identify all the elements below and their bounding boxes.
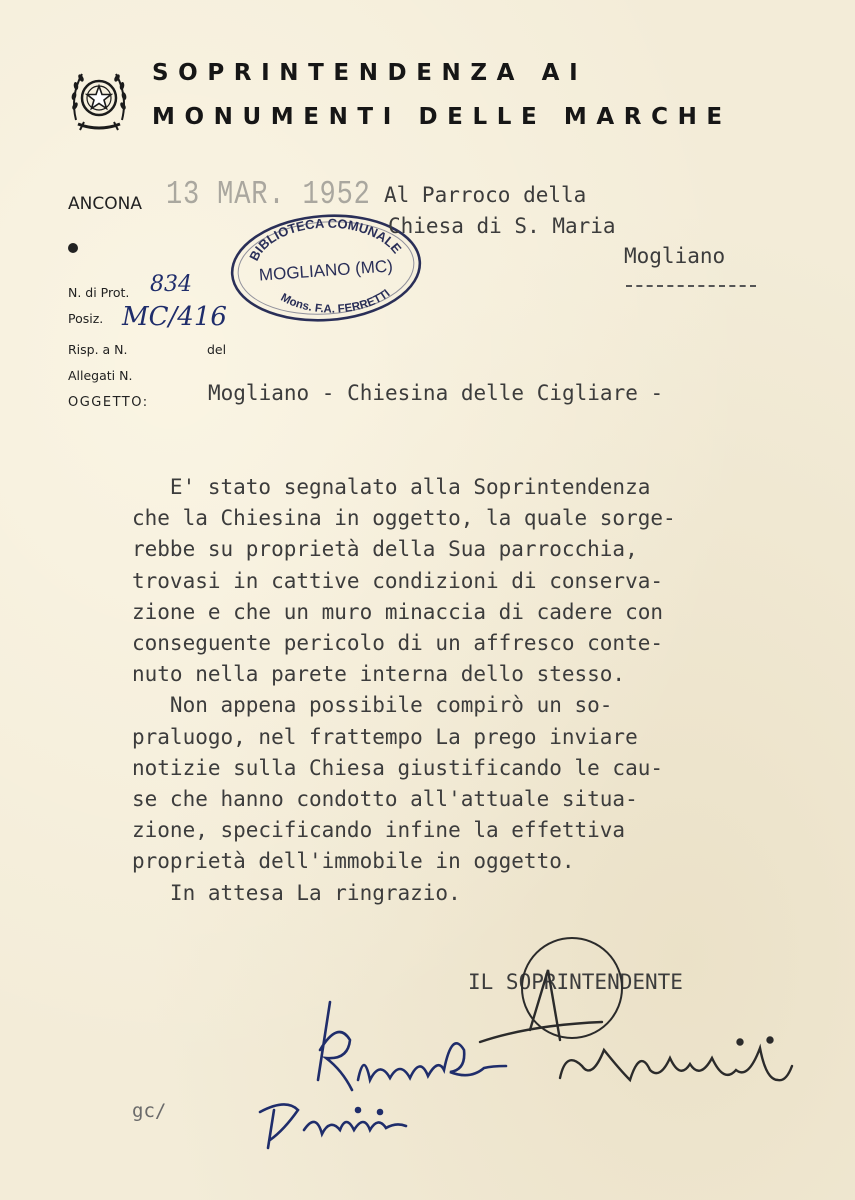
- signature-blue: [260, 1002, 506, 1148]
- attachments-label: Allegati N.: [68, 368, 133, 383]
- body-line: notizie sulla Chiesa giustificando le cau-: [132, 755, 664, 780]
- body-line: proprietà dell'immobile in oggetto.: [132, 849, 575, 874]
- body-line: nuto nella parete interna dello stesso.: [132, 662, 626, 687]
- body-line: praluogo, nel frattempo La prego inviare: [132, 724, 638, 749]
- place-label: ANCONA: [68, 194, 142, 214]
- signer-title: IL SOPRINTENDENTE: [468, 970, 683, 994]
- subject-label: OGGETTO:: [68, 395, 149, 410]
- subject-text: Mogliano - Chiesina delle Cigliare -: [208, 381, 664, 405]
- body-line: conseguente pericolo di un affresco conte-: [132, 631, 664, 655]
- library-stamp-center: MOGLIANO (MC): [258, 256, 394, 285]
- body-line: zione, specificando infine la effettiva: [132, 818, 626, 843]
- addressee-underline: [626, 285, 756, 287]
- addressee-line-2: Chiesa di S. Maria: [388, 214, 616, 238]
- punch-hole-dot: [68, 243, 78, 253]
- body-line: zione e che un muro minaccia di cadere con: [132, 599, 664, 624]
- body-line: Non appena possibile compirò un so-: [132, 693, 613, 718]
- reply-to-label: Risp. a N.: [68, 342, 128, 357]
- republic-emblem-icon: [66, 60, 132, 136]
- body-line: se che hanno condotto all'attuale situa-: [132, 787, 638, 811]
- body-line: trovasi in cattive condizioni di conserva-: [132, 568, 664, 593]
- signature-black: [480, 938, 792, 1080]
- signatures: [230, 930, 820, 1160]
- addressee-line-1: Al Parroco della: [384, 183, 587, 207]
- position-value: MC/416: [122, 302, 227, 332]
- body-line: In attesa La ringrazio.: [132, 880, 461, 905]
- svg-text:Mons. F.A. FERRETTI: [279, 288, 393, 316]
- body-line: E' stato segnalato alla Soprintendenza: [132, 475, 651, 499]
- addressee-line-3: Mogliano: [624, 244, 726, 268]
- library-stamp-top: BIBLIOTECA COMUNALE: [246, 215, 405, 264]
- date-stamp: 13 MAR. 1952: [166, 176, 371, 213]
- position-label: Posiz.: [68, 311, 104, 326]
- protocol-number-label: N. di Prot.: [68, 285, 130, 300]
- protocol-number-value: 834: [150, 272, 192, 297]
- body-line: rebbe su proprietà della Sua parrocchia,: [132, 537, 638, 562]
- dated-label: del: [207, 342, 227, 357]
- body-line: che la Chiesina in oggetto, la quale sorge-: [132, 506, 676, 531]
- library-stamp-bottom: Mons. F.A. FERRETTI: [278, 287, 393, 316]
- reference-initials: gc/: [132, 1100, 167, 1122]
- letterhead-line-1: SOPRINTENDENZA AI: [152, 60, 588, 86]
- letterhead-line-2: MONUMENTI DELLE MARCHE: [152, 104, 732, 130]
